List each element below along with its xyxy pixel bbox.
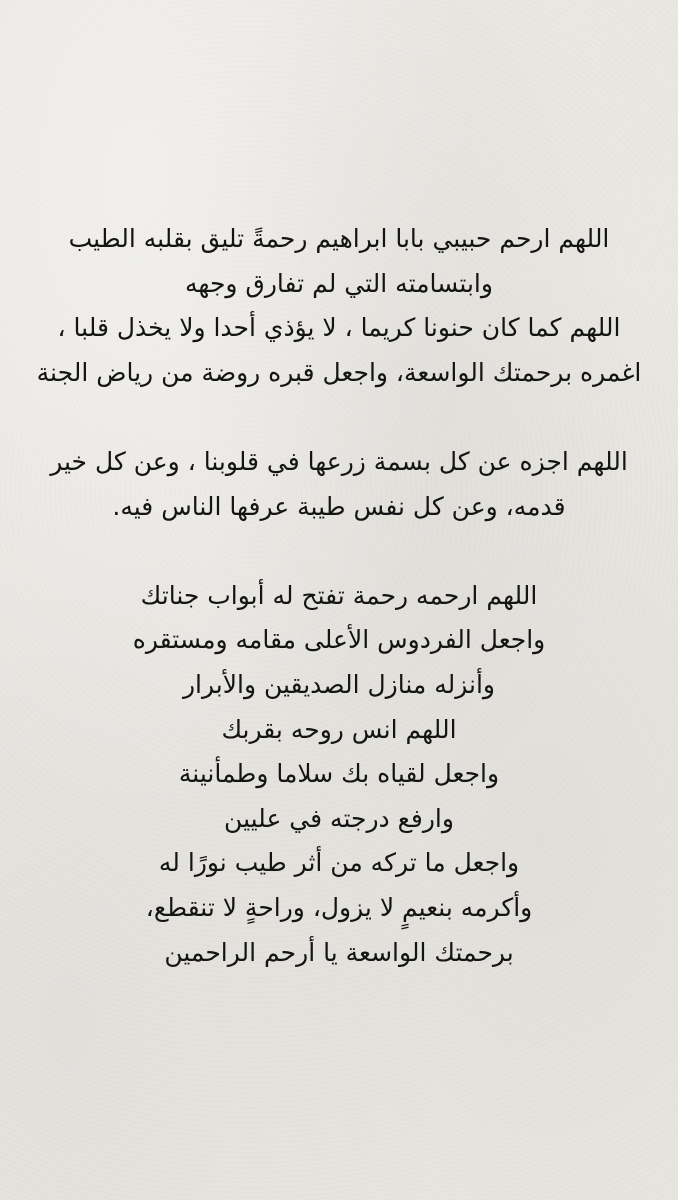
paragraph-spacer — [20, 529, 658, 574]
prayer-line: وأنزله منازل الصديقين والأبرار — [182, 669, 495, 699]
prayer-line: واجعل ما تركه من أثر طيب نورًا له — [158, 848, 520, 878]
prayer-line: واجعل لقياه بك سلاما وطمأنينة — [178, 759, 500, 789]
prayer-line: قدمه، وعن كل نفس طيبة عرفها الناس فيه. — [112, 491, 566, 521]
prayer-line: اللهم انس روحه بقربك — [221, 714, 457, 744]
prayer-line: وأكرمه بنعيمٍ لا يزول، وراحةٍ لا تنقطع، — [145, 892, 533, 922]
prayer-line: اللهم ارحمه رحمة تفتح له أبواب جناتك — [140, 580, 538, 610]
prayer-line: وارفع درجته في عليين — [224, 803, 454, 833]
prayer-line: اللهم كما كان حنونا كريما ، لا يؤذي أحدا ولا يخذل قلبا ، — [57, 313, 621, 343]
prayer-line: اللهم اجزه عن كل بسمة زرعها في قلوبنا ، وعن كل خير — [50, 446, 628, 476]
prayer-line: اغمره برحمتك الواسعة، واجعل قبره روضة من رياض الجنة — [36, 357, 642, 387]
prayer-line: برحمتك الواسعة يا أرحم الراحمين — [164, 937, 514, 967]
prayer-line: وابتسامته التي لم تفارق وجهه — [185, 268, 493, 298]
paragraph-spacer — [20, 395, 658, 440]
prayer-line: واجعل الفردوس الأعلى مقامه ومستقره — [132, 625, 546, 655]
prayer-line: اللهم ارحم حبيبي بابا ابراهيم رحمةً تليق بقلبه الطيب — [68, 224, 610, 253]
prayer-text — [20, 217, 658, 975]
